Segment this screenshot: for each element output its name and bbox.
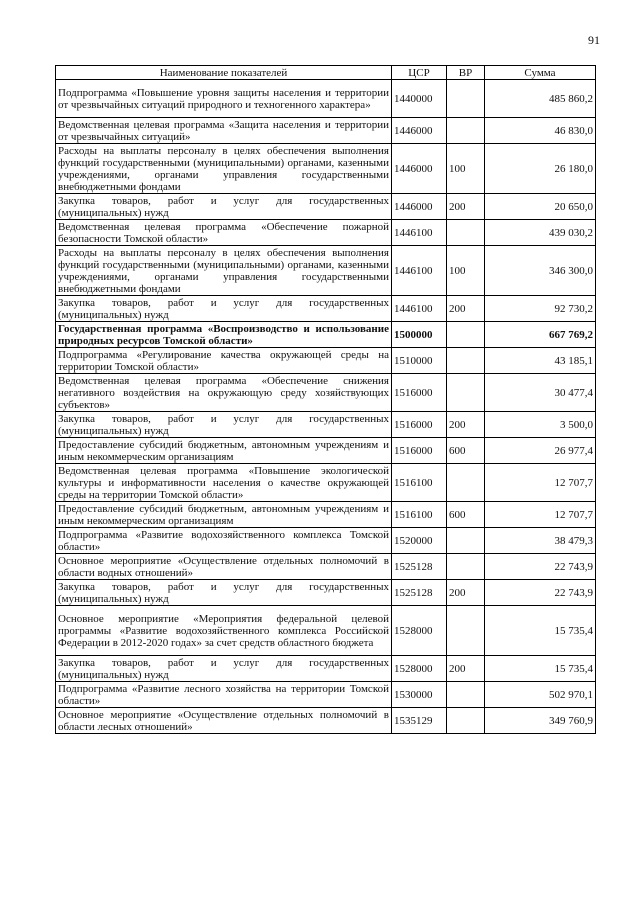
vr-cell (447, 80, 485, 118)
table-row (56, 528, 596, 554)
sum-cell: 439 030,2 (485, 220, 596, 246)
sum-cell: 22 743,9 (485, 580, 596, 606)
table-row (56, 246, 596, 296)
table-row (56, 220, 596, 246)
table-row (56, 656, 596, 682)
name-cell: Закупка товаров, работ и услуг для государственных (муниципальных) нужд (56, 412, 392, 438)
name-cell: Ведомственная целевая программа «Обеспечение пожарной безопасности Томской области» (56, 220, 392, 246)
name-cell: Государственная программа «Воспроизводство и использование природных ресурсов Томской области» (56, 322, 392, 348)
name-cell: Основное мероприятие «Осуществление отдельных полномочий в области водных отношений» (56, 554, 392, 580)
sum-cell: 26 180,0 (485, 144, 596, 194)
table-row (56, 322, 596, 348)
vr-cell: 200 (447, 656, 485, 682)
csr-cell: 1446000 (392, 144, 447, 194)
csr-cell: 1535129 (392, 708, 447, 734)
csr-cell: 1516000 (392, 374, 447, 412)
sum-cell: 349 760,9 (485, 708, 596, 734)
table-row (56, 708, 596, 734)
name-cell: Основное мероприятие «Мероприятия федеральной целевой программы «Развитие водохозяйственного комплекса Российской Федерации в 2012-2020 годах» за счет средств областного бюджета (56, 606, 392, 656)
sum-cell: 20 650,0 (485, 194, 596, 220)
csr-cell: 1520000 (392, 528, 447, 554)
vr-cell: 600 (447, 438, 485, 464)
sum-cell: 15 735,4 (485, 656, 596, 682)
name-cell: Подпрограмма «Регулирование качества окружающей среды на территории Томской области» (56, 348, 392, 374)
sum-cell: 12 707,7 (485, 502, 596, 528)
csr-cell: 1440000 (392, 80, 447, 118)
vr-cell (447, 118, 485, 144)
csr-cell: 1528000 (392, 656, 447, 682)
vr-cell: 200 (447, 296, 485, 322)
table-row (56, 412, 596, 438)
sum-cell: 12 707,7 (485, 464, 596, 502)
csr-cell: 1446000 (392, 118, 447, 144)
table-row (56, 144, 596, 194)
sum-cell: 26 977,4 (485, 438, 596, 464)
page-number: 91 (588, 33, 600, 47)
csr-cell: 1516100 (392, 464, 447, 502)
vr-cell: 100 (447, 144, 485, 194)
name-cell: Закупка товаров, работ и услуг для государственных (муниципальных) нужд (56, 296, 392, 322)
vr-cell (447, 464, 485, 502)
table-row (56, 580, 596, 606)
table-row (56, 80, 596, 118)
name-cell: Ведомственная целевая программа «Повышение экологической культуры и информативности населения о качестве окружающей среды на территории Томской области» (56, 464, 392, 502)
vr-cell: 200 (447, 194, 485, 220)
vr-cell: 200 (447, 412, 485, 438)
csr-cell: 1516100 (392, 502, 447, 528)
sum-cell: 43 185,1 (485, 348, 596, 374)
table-body (56, 80, 596, 734)
csr-cell: 1446100 (392, 220, 447, 246)
csr-cell: 1530000 (392, 682, 447, 708)
name-cell: Ведомственная целевая программа «Защита населения и территории от чрезвычайных ситуаций» (56, 118, 392, 144)
name-cell: Подпрограмма «Повышение уровня защиты населения и территории от чрезвычайных ситуаций природного и техногенного характера» (56, 80, 392, 118)
vr-cell (447, 374, 485, 412)
name-cell: Подпрограмма «Развитие водохозяйственного комплекса Томской области» (56, 528, 392, 554)
sum-cell: 92 730,2 (485, 296, 596, 322)
csr-cell: 1525128 (392, 554, 447, 580)
sum-cell: 22 743,9 (485, 554, 596, 580)
csr-cell: 1500000 (392, 322, 447, 348)
name-cell: Подпрограмма «Развитие лесного хозяйства на территории Томской области» (56, 682, 392, 708)
header-name: Наименование показателей (56, 66, 392, 80)
vr-cell (447, 348, 485, 374)
sum-cell: 15 735,4 (485, 606, 596, 656)
table-header-row (56, 66, 596, 80)
sum-cell: 346 300,0 (485, 246, 596, 296)
table-row (56, 118, 596, 144)
vr-cell: 100 (447, 246, 485, 296)
header-vr: ВР (447, 66, 485, 80)
name-cell: Расходы на выплаты персоналу в целях обеспечения выполнения функций государственными (муниципальными) органами, казенными учреждениями, органами управления государственными внебюджетными фондами (56, 246, 392, 296)
sum-cell: 485 860,2 (485, 80, 596, 118)
sum-cell: 30 477,4 (485, 374, 596, 412)
csr-cell: 1446100 (392, 296, 447, 322)
vr-cell (447, 682, 485, 708)
vr-cell (447, 322, 485, 348)
name-cell: Закупка товаров, работ и услуг для государственных (муниципальных) нужд (56, 194, 392, 220)
csr-cell: 1516000 (392, 412, 447, 438)
sum-cell: 3 500,0 (485, 412, 596, 438)
table-row (56, 502, 596, 528)
vr-cell (447, 708, 485, 734)
budget-table (55, 65, 596, 734)
name-cell: Закупка товаров, работ и услуг для государственных (муниципальных) нужд (56, 580, 392, 606)
vr-cell (447, 606, 485, 656)
header-sum: Сумма (485, 66, 596, 80)
vr-cell (447, 528, 485, 554)
csr-cell: 1528000 (392, 606, 447, 656)
table-row (56, 296, 596, 322)
vr-cell: 600 (447, 502, 485, 528)
table-row (56, 348, 596, 374)
csr-cell: 1446000 (392, 194, 447, 220)
sum-cell: 502 970,1 (485, 682, 596, 708)
csr-cell: 1516000 (392, 438, 447, 464)
csr-cell: 1525128 (392, 580, 447, 606)
sum-cell: 46 830,0 (485, 118, 596, 144)
name-cell: Закупка товаров, работ и услуг для государственных (муниципальных) нужд (56, 656, 392, 682)
name-cell: Основное мероприятие «Осуществление отдельных полномочий в области лесных отношений» (56, 708, 392, 734)
sum-cell: 38 479,3 (485, 528, 596, 554)
vr-cell (447, 220, 485, 246)
vr-cell (447, 554, 485, 580)
name-cell: Расходы на выплаты персоналу в целях обеспечения выполнения функций государственными (муниципальными) органами, казенными учреждениями, органами управления государственными внебюджетными фондами (56, 144, 392, 194)
table-row (56, 554, 596, 580)
table-row (56, 374, 596, 412)
name-cell: Ведомственная целевая программа «Обеспечение снижения негативного воздействия на окружающую среду хозяйствующих субъектов» (56, 374, 392, 412)
header-csr: ЦСР (392, 66, 447, 80)
vr-cell: 200 (447, 580, 485, 606)
table-row (56, 438, 596, 464)
sum-cell: 667 769,2 (485, 322, 596, 348)
csr-cell: 1510000 (392, 348, 447, 374)
name-cell: Предоставление субсидий бюджетным, автономным учреждениям и иным некоммерческим организациям (56, 502, 392, 528)
table-row (56, 464, 596, 502)
csr-cell: 1446100 (392, 246, 447, 296)
table-row (56, 606, 596, 656)
table-row (56, 682, 596, 708)
table-row (56, 194, 596, 220)
name-cell: Предоставление субсидий бюджетным, автономным учреждениям и иным некоммерческим организациям (56, 438, 392, 464)
